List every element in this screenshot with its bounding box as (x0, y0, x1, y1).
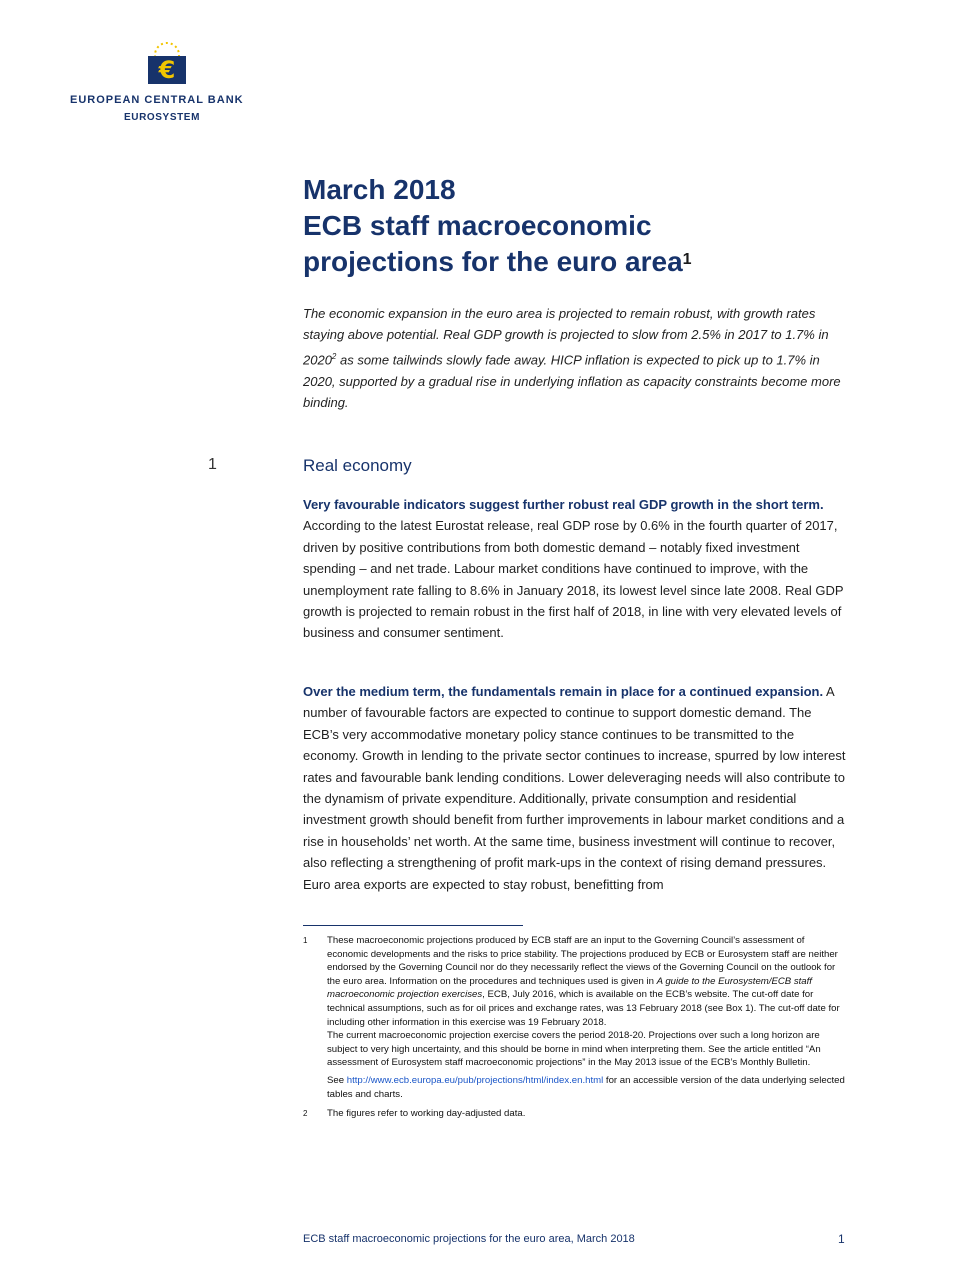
section-number: 1 (208, 456, 217, 473)
paragraph-body: According to the latest Eurostat release, real GDP rose by 0.6% in the fourth quarter of 2017, driven by positive contributions from both domestic demand – notably fixed investment spending – and net trade. Labour market conditions have continued to improve, with the unemployment rate falling to 8.6% in January 2018, its lowest level since late 2008. Real GDP growth is projected to remain robust in the first half of 2018, in line with very elevated levels of business and consumer sentiment. (303, 518, 844, 641)
ecb-logo (70, 40, 270, 123)
footnote-number: 2 (303, 1109, 308, 1119)
title-line-2: ECB staff macroeconomic (303, 210, 652, 241)
footnote-2 (303, 1107, 848, 1121)
footnote-text: See (327, 1074, 347, 1086)
intro-summary (303, 303, 848, 413)
system-name: EUROSYSTEM (124, 112, 201, 123)
bank-name: EUROPEAN CENTRAL BANK (70, 94, 244, 106)
paragraph-lead: Very favourable indicators suggest further robust real GDP growth in the short term. (303, 497, 824, 512)
footer-title: ECB staff macroeconomic projections for the euro area, March 2018 (303, 1233, 635, 1245)
footnote-text: for an accessible version of the data underlying selected tables and charts. (327, 1074, 845, 1100)
section-title: Real economy (303, 456, 412, 475)
footnotes (303, 934, 848, 1121)
footnote-text: , ECB, July 2016, which is available on the ECB’s website. The cut-off date for technical assumptions, such as for oil prices and exchange rates, was 13 February 2018 (see Box 1). The cut-off date for including other information in this exercise was 19 February 2018. (327, 989, 840, 1028)
intro-text-1: The economic expansion in the euro area is projected to remain robust, with growth rates staying above potential. Real GDP growth is projected to slow from 2.5% in 2017 to 1.7% in 2020 (303, 306, 829, 368)
paragraph-short-term (303, 494, 848, 644)
intro-text-2: as some tailwinds slowly fade away. HICP inflation is expected to pick up to 1.7% in 2020, supported by a gradual rise in underlying inflation as capacity constraints become more binding. (303, 352, 841, 410)
paragraph-body: A number of favourable factors are expected to continue to support domestic demand. The ECB’s very accommodative monetary policy stance continues to be transmitted to the economy. Growth in lending to the private sector continues to increase, spurred by low interest rates and favourable bank lending conditions. Lower deleveraging needs will also contribute to the dynamism of private expenditure. Additionally, private consumption and residential investment growth should benefit from further improvements in labour market conditions and a rise in households’ net worth. At the same time, business investment will continue to recover, also reflecting a strengthening of profit mark-ups in the context of rising demand pressures. Euro area exports are expected to stay robust, benefitting from (303, 684, 846, 892)
title-line-1: March 2018 (303, 174, 456, 205)
footnote-number: 1 (303, 936, 308, 945)
projections-data-link[interactable]: http://www.ecb.europa.eu/pub/projections/html/index.en.html (346, 1074, 604, 1086)
footnote-paragraph: The current macroeconomic projection exercise covers the period 2018-20. Projections over such a long horizon are subject to very high uncertainty, and this should be borne in mind when interpreting them. See the article entitled “An assessment of Eurosystem staff macroeconomic projections” in the May 2013 issue of the ECB’s Monthly Bulletin. (327, 1030, 821, 1069)
footnote-see-paragraph (327, 1074, 848, 1101)
footnote-text: The figures refer to working day-adjusted data. (327, 1108, 526, 1120)
page-title (303, 172, 863, 280)
footnote-divider (303, 925, 523, 926)
paragraph-medium-term (303, 681, 848, 895)
footnote-publication-title: A guide to the Eurosystem/ECB staff macroeconomic projection exercises (327, 975, 812, 1001)
page-number: 1 (838, 1232, 845, 1246)
footnote-text: These macroeconomic projections produced by ECB staff are an input to the Governing Council’s assessment of economic developments and the risks to price stability. The projections produced by ECB or Eurosystem staff are neither endorsed by the Governing Council nor do they necessarily reflect the views of the Governing Council on the outlook for the euro area. Information on the procedures and techniques used is given in (327, 935, 838, 987)
footnote-1 (303, 934, 848, 1101)
ecb-euro-logo-icon (142, 40, 192, 86)
svg-text:€: € (158, 56, 176, 84)
intro-footnote-ref[interactable]: 2 (331, 351, 337, 361)
paragraph-lead: Over the medium term, the fundamentals remain in place for a continued expansion. (303, 684, 824, 699)
title-footnote-ref[interactable]: 1 (682, 251, 692, 268)
footnote-paragraph (327, 934, 848, 1029)
title-line-3-text: projections for the euro area (303, 246, 683, 277)
title-line-3 (303, 244, 863, 280)
